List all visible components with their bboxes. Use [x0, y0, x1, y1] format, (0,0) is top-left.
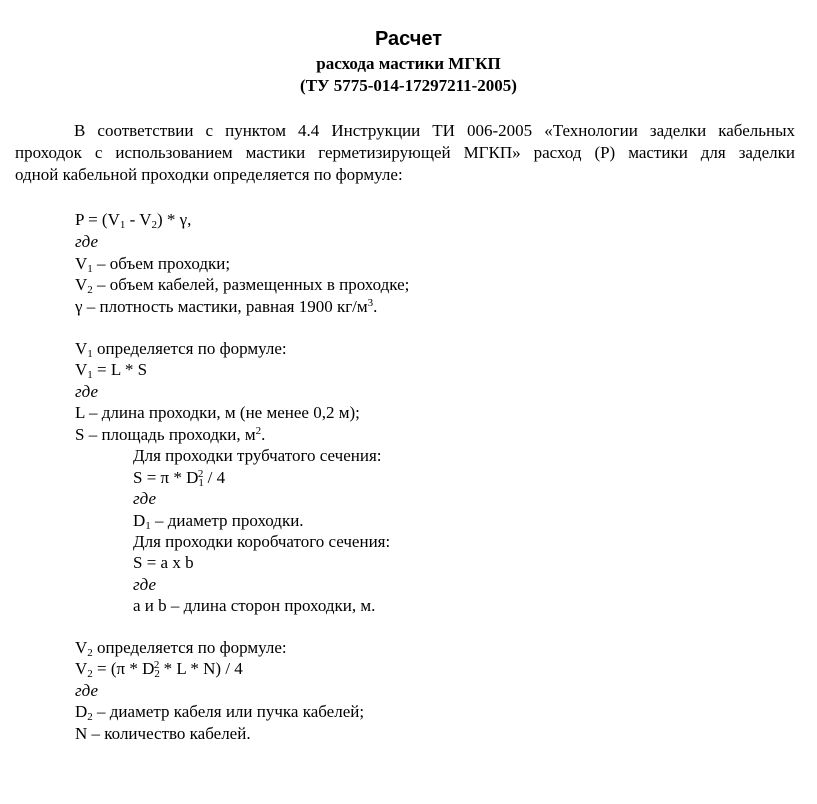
document-title: Расчет: [374, 28, 443, 50]
definition-n: N – количество кабелей.: [75, 724, 251, 743]
formula-tube-area: $S = \pi * D_1^2 / 4$: [133, 468, 226, 489]
formula-v2: $V_2 = (\pi * D_2^2 * L * N) / 4$: [75, 659, 243, 680]
intro-line: В соответствии с пунктом 4.4 Инструкции ТИ 006-2005 «Технологии заделки кабельных: [74, 121, 795, 140]
definition-d2: $D_2$ – диаметр кабеля или пучка кабелей;: [75, 702, 365, 723]
where-label: где: [75, 681, 98, 700]
document-subtitle: расхода мастики МГКП: [316, 54, 501, 73]
formula-box-area: S = a x b: [133, 553, 194, 572]
definition-gamma: γ – плотность мастики, равная 1900 $кг/м^3$.: [75, 297, 378, 316]
definition-area: S – площадь проходки, $м^2$.: [75, 425, 266, 444]
box-section-intro: Для проходки коробчатого сечения:: [133, 532, 391, 551]
definition-sides: a и b – длина сторон проходки, м.: [133, 596, 376, 615]
v1-intro: $V_1$ определяется по формуле:: [75, 339, 287, 360]
where-label: где: [133, 489, 156, 508]
tube-section-intro: Для проходки трубчатого сечения:: [133, 446, 382, 465]
intro-line: одной кабельной проходки определяется по формуле:: [15, 165, 403, 184]
definition-length: L – длина проходки, м (не менее 0,2 м);: [75, 403, 360, 422]
intro-line: проходок с использованием мастики герметизирующей МГКП» расход (Р) мастики для заделки: [15, 143, 795, 162]
formula-p: $P = (V_1 - V_2) * \gamma$,: [75, 210, 192, 231]
intro-paragraph: [15, 120, 795, 186]
definition-v1: $V_1$ – объем проходки;: [75, 254, 231, 275]
definition-d1: $D_1$ – диаметр проходки.: [133, 511, 304, 532]
v2-intro: $V_2$ определяется по формуле:: [75, 638, 287, 659]
where-label: где: [75, 232, 98, 251]
definition-v2: $V_2$ – объем кабелей, размещенных в проходке;: [75, 275, 410, 296]
where-label: где: [133, 575, 156, 594]
where-label: где: [75, 382, 98, 401]
formula-v1: $V_1 = L * S$: [75, 360, 148, 381]
specification-number: (ТУ 5775-014-17297211-2005): [300, 76, 517, 95]
